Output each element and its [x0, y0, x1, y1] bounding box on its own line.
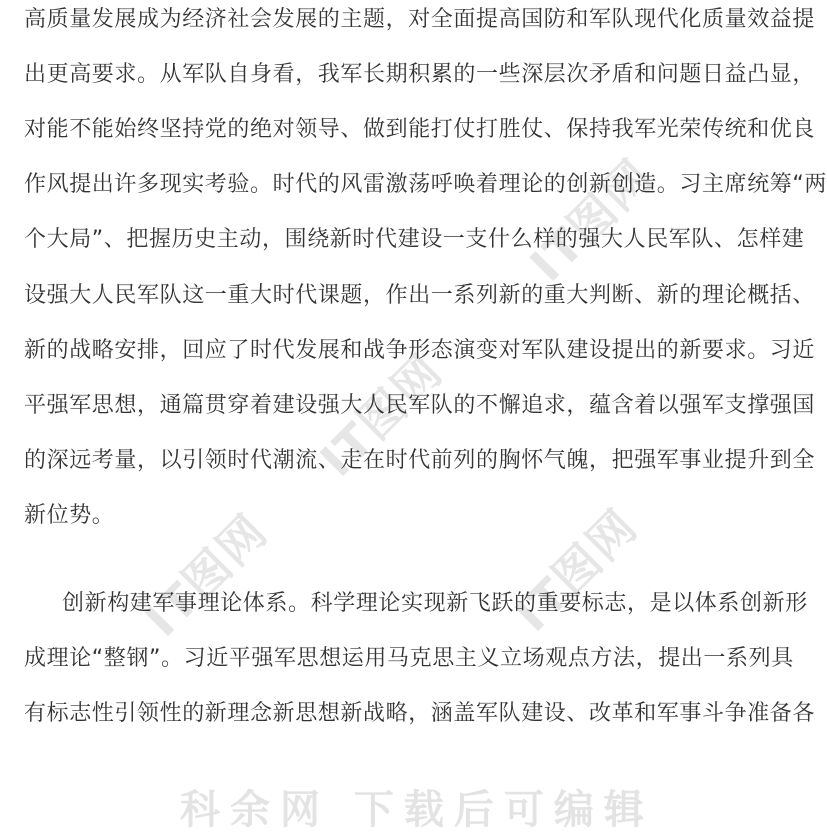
text-line: 平强军思想，通篇贯穿着建设强大人民军队的不懈追求，蕴含着以强军支撑强国: [24, 393, 816, 418]
text-line: 有标志性引领性的新理念新思想新战略，涵盖军队建设、改革和军事斗争准备各: [24, 701, 816, 726]
watermark-logo: IT图网: [134, 503, 278, 647]
text-line: 成理论“整钢”。习近平强军思想运用马克思主义立场观点方法，提出一系列具: [24, 646, 794, 671]
text-line: 创新构建军事理论体系。科学理论实现新飞跃的重要标志，是以体系创新形: [62, 591, 808, 616]
text-line: 新位势。: [24, 503, 115, 528]
text-line: 作风提出许多现实考验。时代的风雷激荡呼唤着理论的创新创造。习主席统筹“两: [24, 172, 827, 197]
text-line: 设强大人民军队这一重大时代课题，作出一系列新的重大判断、新的理论概括、: [24, 283, 816, 308]
text-line: 对能不能始终坚持党的绝对领导、做到能打仗打胜仗、保持我军光荣传统和优良: [24, 117, 816, 142]
watermark-logo: IT图网: [309, 343, 453, 487]
text-line: 的深远考量，以引领时代潮流、走在时代前列的胸怀气魄，把强军事业提升到全: [24, 448, 816, 473]
text-line: 出更高要求。从军队自身看，我军长期积累的一些深层次矛盾和问题日益凸显，: [24, 62, 816, 87]
footer-banner-text: 科余网 下载后可编辑: [180, 787, 654, 833]
watermark-logo: IT图网: [519, 148, 663, 292]
text-line: 高质量发展成为经济社会发展的主题，对全面提高国防和军队现代化质量效益提: [24, 7, 816, 32]
text-line: 个大局”、把握历史主动，围绕新时代建设一支什么样的强大人民军队、怎样建: [24, 227, 805, 252]
watermark-logo: IT图网: [504, 498, 648, 642]
text-line: 新的战略安排，回应了时代发展和战争形态演变对军队建设提出的新要求。习近: [24, 338, 816, 363]
